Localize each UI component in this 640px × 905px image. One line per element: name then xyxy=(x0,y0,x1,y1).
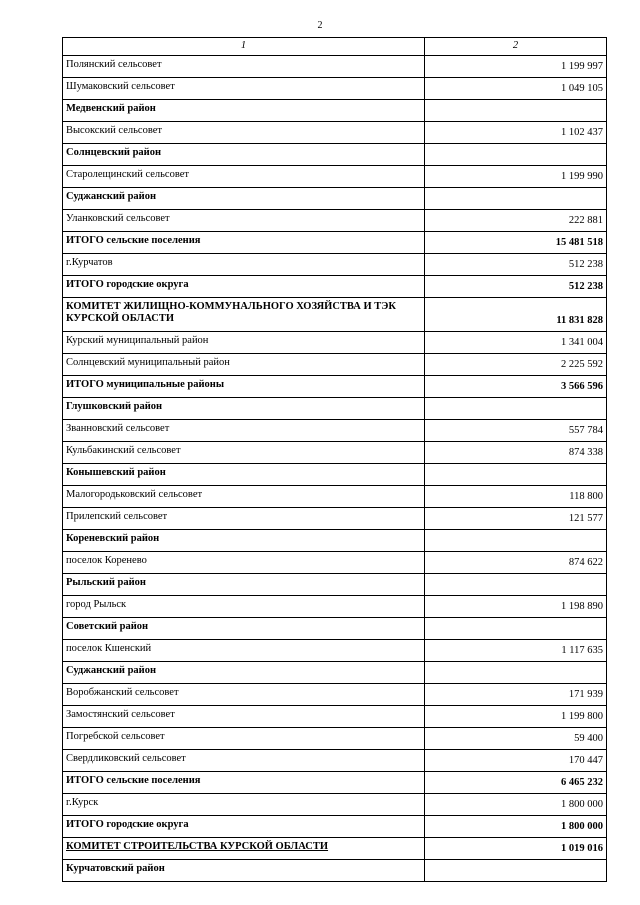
table-row xyxy=(63,640,607,662)
row-value-cell xyxy=(425,464,607,486)
row-value-cell: 1 198 890 xyxy=(425,596,607,618)
row-name-cell: Глушковский район xyxy=(63,398,425,420)
table-row xyxy=(63,210,607,232)
table-row xyxy=(63,442,607,464)
table-row xyxy=(63,552,607,574)
row-value-cell: 118 800 xyxy=(425,486,607,508)
row-value-cell: 512 238 xyxy=(425,254,607,276)
row-name-cell: город Рыльск xyxy=(63,596,425,618)
row-value-cell: 15 481 518 xyxy=(425,232,607,254)
table-row xyxy=(63,254,607,276)
row-name-cell: ИТОГО муниципальные районы xyxy=(63,376,425,398)
row-value-cell: 1 199 990 xyxy=(425,166,607,188)
row-value-cell: 1 049 105 xyxy=(425,78,607,100)
table-row-bold xyxy=(63,464,607,486)
row-value-cell xyxy=(425,100,607,122)
row-value-cell: 121 577 xyxy=(425,508,607,530)
row-value-cell xyxy=(425,530,607,552)
row-value-cell: 1 117 635 xyxy=(425,640,607,662)
row-value-cell: 3 566 596 xyxy=(425,376,607,398)
row-name-cell: Советский район xyxy=(63,618,425,640)
table-header-row xyxy=(63,38,607,56)
row-name-cell: Свердликовский сельсовет xyxy=(63,750,425,772)
table-row xyxy=(63,420,607,442)
row-value-cell: 874 338 xyxy=(425,442,607,464)
table-row xyxy=(63,166,607,188)
row-name-cell: Погребской сельсовет xyxy=(63,728,425,750)
row-name-cell: Полянский сельсовет xyxy=(63,56,425,78)
row-value-cell xyxy=(425,188,607,210)
table-row-bold xyxy=(63,618,607,640)
table-row-bold xyxy=(63,574,607,596)
row-name-cell: ИТОГО городские округа xyxy=(63,276,425,298)
row-value-cell: 2 225 592 xyxy=(425,354,607,376)
row-value-cell: 1 199 800 xyxy=(425,706,607,728)
row-name-cell: Кульбакинский сельсовет xyxy=(63,442,425,464)
row-name-cell: Солнцевский район xyxy=(63,144,425,166)
row-value-cell: 6 465 232 xyxy=(425,772,607,794)
row-name-cell: ИТОГО сельские поселения xyxy=(63,772,425,794)
table-row-bold xyxy=(63,100,607,122)
table-row xyxy=(63,706,607,728)
table-row xyxy=(63,332,607,354)
table-row xyxy=(63,794,607,816)
table-row-bold xyxy=(63,276,607,298)
page-number: 2 xyxy=(317,20,323,31)
row-value-cell xyxy=(425,860,607,882)
table-row xyxy=(63,596,607,618)
table-row xyxy=(63,508,607,530)
row-value-cell: 222 881 xyxy=(425,210,607,232)
row-value-cell: 1 019 016 xyxy=(425,838,607,860)
table-row xyxy=(63,354,607,376)
budget-table xyxy=(62,37,607,882)
row-name-cell: Прилепский сельсовет xyxy=(63,508,425,530)
table-row xyxy=(63,78,607,100)
table-row-bold xyxy=(63,860,607,882)
row-name-cell: Курчатовский район xyxy=(63,860,425,882)
table-row xyxy=(63,486,607,508)
row-value-cell: 11 831 828 xyxy=(425,298,607,332)
row-value-cell: 557 784 xyxy=(425,420,607,442)
row-value-cell xyxy=(425,618,607,640)
row-name-cell: Конышевский район xyxy=(63,464,425,486)
row-name-cell: г.Курчатов xyxy=(63,254,425,276)
row-name-cell: Высокский сельсовет xyxy=(63,122,425,144)
table-row-bold xyxy=(63,816,607,838)
row-name-cell: Званновский сельсовет xyxy=(63,420,425,442)
table-row-bold xyxy=(63,772,607,794)
header-col-1: 1 xyxy=(63,38,425,56)
row-value-cell: 874 622 xyxy=(425,552,607,574)
row-name-cell: поселок Кшенский xyxy=(63,640,425,662)
row-name-cell: Малогородьковский сельсовет xyxy=(63,486,425,508)
table-row-bold xyxy=(63,662,607,684)
table-row-bold xyxy=(63,838,607,860)
row-name-cell: ИТОГО сельские поселения xyxy=(63,232,425,254)
table-row xyxy=(63,122,607,144)
table-row-bold xyxy=(63,530,607,552)
row-name-cell: КОМИТЕТ СТРОИТЕЛЬСТВА КУРСКОЙ ОБЛАСТИ xyxy=(63,838,425,860)
row-name-cell: поселок Коренево xyxy=(63,552,425,574)
row-value-cell: 1 341 004 xyxy=(425,332,607,354)
table-body xyxy=(63,38,607,882)
table-row-bold xyxy=(63,398,607,420)
row-name-cell: ИТОГО городские округа xyxy=(63,816,425,838)
row-name-cell: Медвенский район xyxy=(63,100,425,122)
table-row-bold xyxy=(63,298,607,332)
row-value-cell: 1 800 000 xyxy=(425,794,607,816)
table-row-bold xyxy=(63,188,607,210)
row-name-cell: Уланковский сельсовет xyxy=(63,210,425,232)
row-value-cell xyxy=(425,144,607,166)
row-value-cell: 512 238 xyxy=(425,276,607,298)
row-name-cell: Солнцевский муниципальный район xyxy=(63,354,425,376)
row-value-cell: 59 400 xyxy=(425,728,607,750)
row-name-cell: Шумаковский сельсовет xyxy=(63,78,425,100)
row-value-cell: 1 102 437 xyxy=(425,122,607,144)
row-name-cell: Замостянский сельсовет xyxy=(63,706,425,728)
row-name-cell: Воробжанский сельсовет xyxy=(63,684,425,706)
row-name-cell: Кореневский район xyxy=(63,530,425,552)
row-value-cell: 1 800 000 xyxy=(425,816,607,838)
row-value-cell xyxy=(425,574,607,596)
table-row xyxy=(63,750,607,772)
table-row-bold xyxy=(63,376,607,398)
row-name-cell: Старолещинский сельсовет xyxy=(63,166,425,188)
row-name-cell: КОМИТЕТ ЖИЛИЩНО-КОММУНАЛЬНОГО ХОЗЯЙСТВА И ТЭК КУРСКОЙ ОБЛАСТИ xyxy=(63,298,425,332)
table-row-bold xyxy=(63,144,607,166)
table-row xyxy=(63,684,607,706)
row-name-cell: Рыльский район xyxy=(63,574,425,596)
table-row xyxy=(63,56,607,78)
row-name-cell: г.Курск xyxy=(63,794,425,816)
row-value-cell xyxy=(425,662,607,684)
row-value-cell: 1 199 997 xyxy=(425,56,607,78)
row-value-cell: 171 939 xyxy=(425,684,607,706)
table-row xyxy=(63,728,607,750)
row-value-cell xyxy=(425,398,607,420)
row-name-cell: Суджанский район xyxy=(63,662,425,684)
row-value-cell: 170 447 xyxy=(425,750,607,772)
row-name-cell: Курский муниципальный район xyxy=(63,332,425,354)
table-row-bold xyxy=(63,232,607,254)
row-name-cell: Суджанский район xyxy=(63,188,425,210)
header-col-2: 2 xyxy=(425,38,607,56)
